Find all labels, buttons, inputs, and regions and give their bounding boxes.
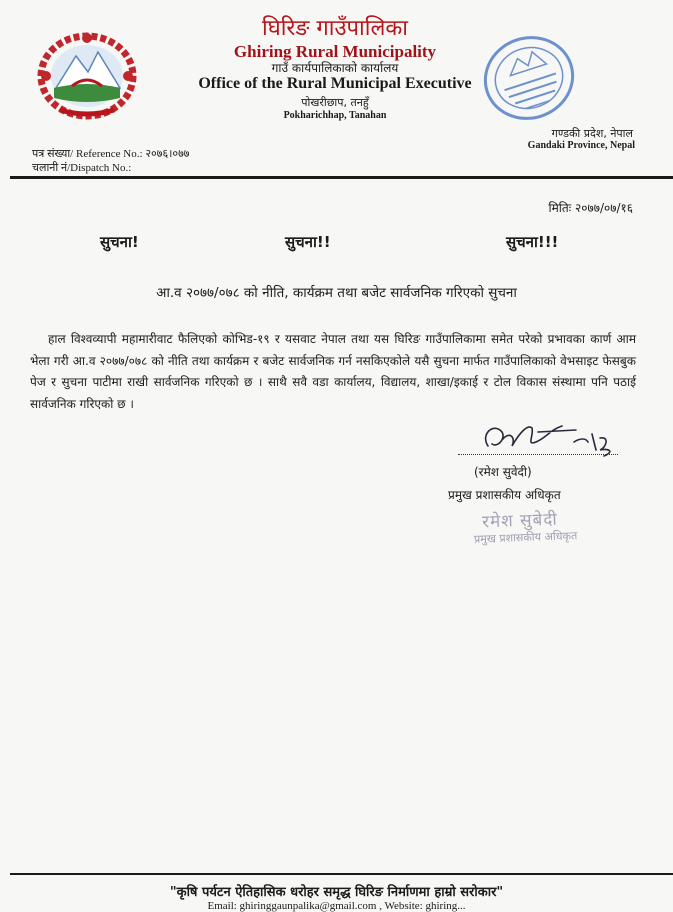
municipality-name-np: घिरिङ गाउँपालिका (262, 16, 408, 41)
footer-slogan: "कृषि पर्यटन ऐतिहासिक धरोहर समृद्ध घिरिङ निर्माणमा हाम्रो सरोकार" (169, 885, 504, 900)
dispatch-number: चलानी नं/Dispatch No.: (32, 162, 132, 174)
notice-subject: आ.व २०७७/०७८ को नीति, कार्यक्रम तथा बजेट सार्वजनिक गरिएको सुचना (156, 285, 517, 301)
office-name-np: गाउँ कार्यपालिकाको कार्यालय (271, 61, 399, 75)
signature-line (458, 454, 618, 455)
reference-value: २०७६।०७७ (145, 148, 190, 160)
office-seal-icon (476, 30, 582, 126)
header-divider (10, 176, 673, 179)
reference-number (32, 146, 190, 161)
address-en: Pokharichhap, Tanahan (283, 110, 387, 121)
signatory-title: प्रमुख प्रशासकीय अधिकृत (448, 488, 561, 502)
notice-heading-1: सुचना! (100, 233, 139, 251)
province-np: गण्डकी प्रदेश, नेपाल (551, 127, 633, 140)
notice-heading-2: सुचना!! (285, 233, 331, 251)
municipality-name-en: Ghiring Rural Municipality (233, 42, 437, 61)
reference-label: पत्र संख्या/ Reference No.: (32, 148, 143, 160)
nepal-emblem-icon (36, 26, 138, 120)
notice-heading-3: सुचना!!! (506, 233, 559, 251)
footer-divider (10, 873, 673, 875)
notice-body: हाल विश्वव्यापी महामारीवाट फैलिएको कोभिड-१९ र यसवाट नेपाल तथा यस घिरिङ गाउँपालिकामा समेत परेको प्रभावका कार्ण आम भेला गरी आ.व २०७७/०७८ को नीति तथा कार्यक्रम र बजेट सार्वजनिक गर्न नसकिएकोले यसै सुचना मार्फत गाउँपालिकाको वेभसाइट फेसबुक पेज र सुचना पाटीमा राखी सार्वजनिक गरिएको छ । साथै सवै वडा कार्यालय, विद्यालय, शाखा/इकाई र टोल विकास संस्थामा पनि पठाई सार्वजनिक गरिएको छ । (30, 332, 636, 411)
name-stamp: रमेश सुबेदी (481, 509, 559, 533)
footer-contact: Email: ghiringgaunpalika@gmail.com , Website: ghiring... (207, 900, 466, 912)
province-en: Gandaki Province, Nepal (527, 140, 635, 151)
title-stamp: प्रमुख प्रशासकीय अधिकृत (473, 529, 578, 546)
address-np: पोखरीछाप, तनहुँ (301, 96, 369, 109)
letter-date: मितिः २०७७/०७/१६ (548, 201, 633, 215)
signatory-name: (रमेश सुवेदी) (474, 465, 532, 479)
office-name-en: Office of the Rural Municipal Executive (198, 75, 472, 92)
